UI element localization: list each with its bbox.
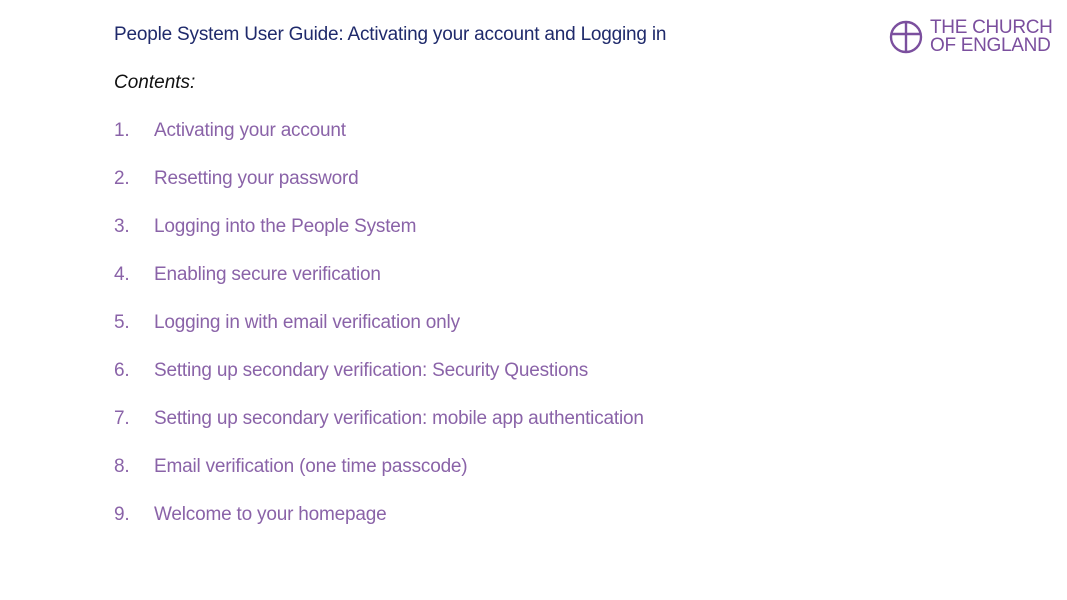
logo-text-line2: OF ENGLAND [930,35,1051,56]
toc-item-1 [114,120,644,168]
toc-link-secure-verification[interactable]: Enabling secure verification [154,264,381,285]
toc-item-6 [114,360,644,408]
toc-item-4 [114,264,644,312]
toc-item-2 [114,168,644,216]
toc-number: 3. [114,216,130,237]
toc-link-security-questions[interactable]: Setting up secondary verification: Security Questions [154,360,589,381]
toc-link-one-time-passcode[interactable]: Email verification (one time passcode) [154,456,468,477]
toc-link-homepage[interactable]: Welcome to your homepage [154,504,387,525]
contents-heading: Contents: [114,72,196,93]
cross-circle-icon [888,18,924,56]
toc-item-8 [114,456,644,504]
toc-number: 8. [114,456,130,477]
logo-text-line1: THE CHURCH [930,17,1053,38]
toc-item-7 [114,408,644,456]
toc-link-activating-account[interactable]: Activating your account [154,120,346,141]
toc-number: 6. [114,360,130,381]
table-of-contents [114,120,644,552]
toc-item-5 [114,312,644,360]
toc-link-mobile-app-authentication[interactable]: Setting up secondary verification: mobile app authentication [154,408,644,429]
page-title: People System User Guide: Activating your account and Logging in [114,24,667,45]
toc-number: 9. [114,504,130,525]
toc-link-logging-in[interactable]: Logging into the People System [154,216,417,237]
toc-number: 2. [114,168,130,189]
toc-link-email-verification-only[interactable]: Logging in with email verification only [154,312,460,333]
church-of-england-logo [888,18,1053,56]
toc-number: 1. [114,120,130,141]
toc-number: 7. [114,408,130,429]
toc-number: 4. [114,264,130,285]
toc-number: 5. [114,312,130,333]
toc-link-resetting-password[interactable]: Resetting your password [154,168,359,189]
toc-item-9 [114,504,644,552]
toc-item-3 [114,216,644,264]
